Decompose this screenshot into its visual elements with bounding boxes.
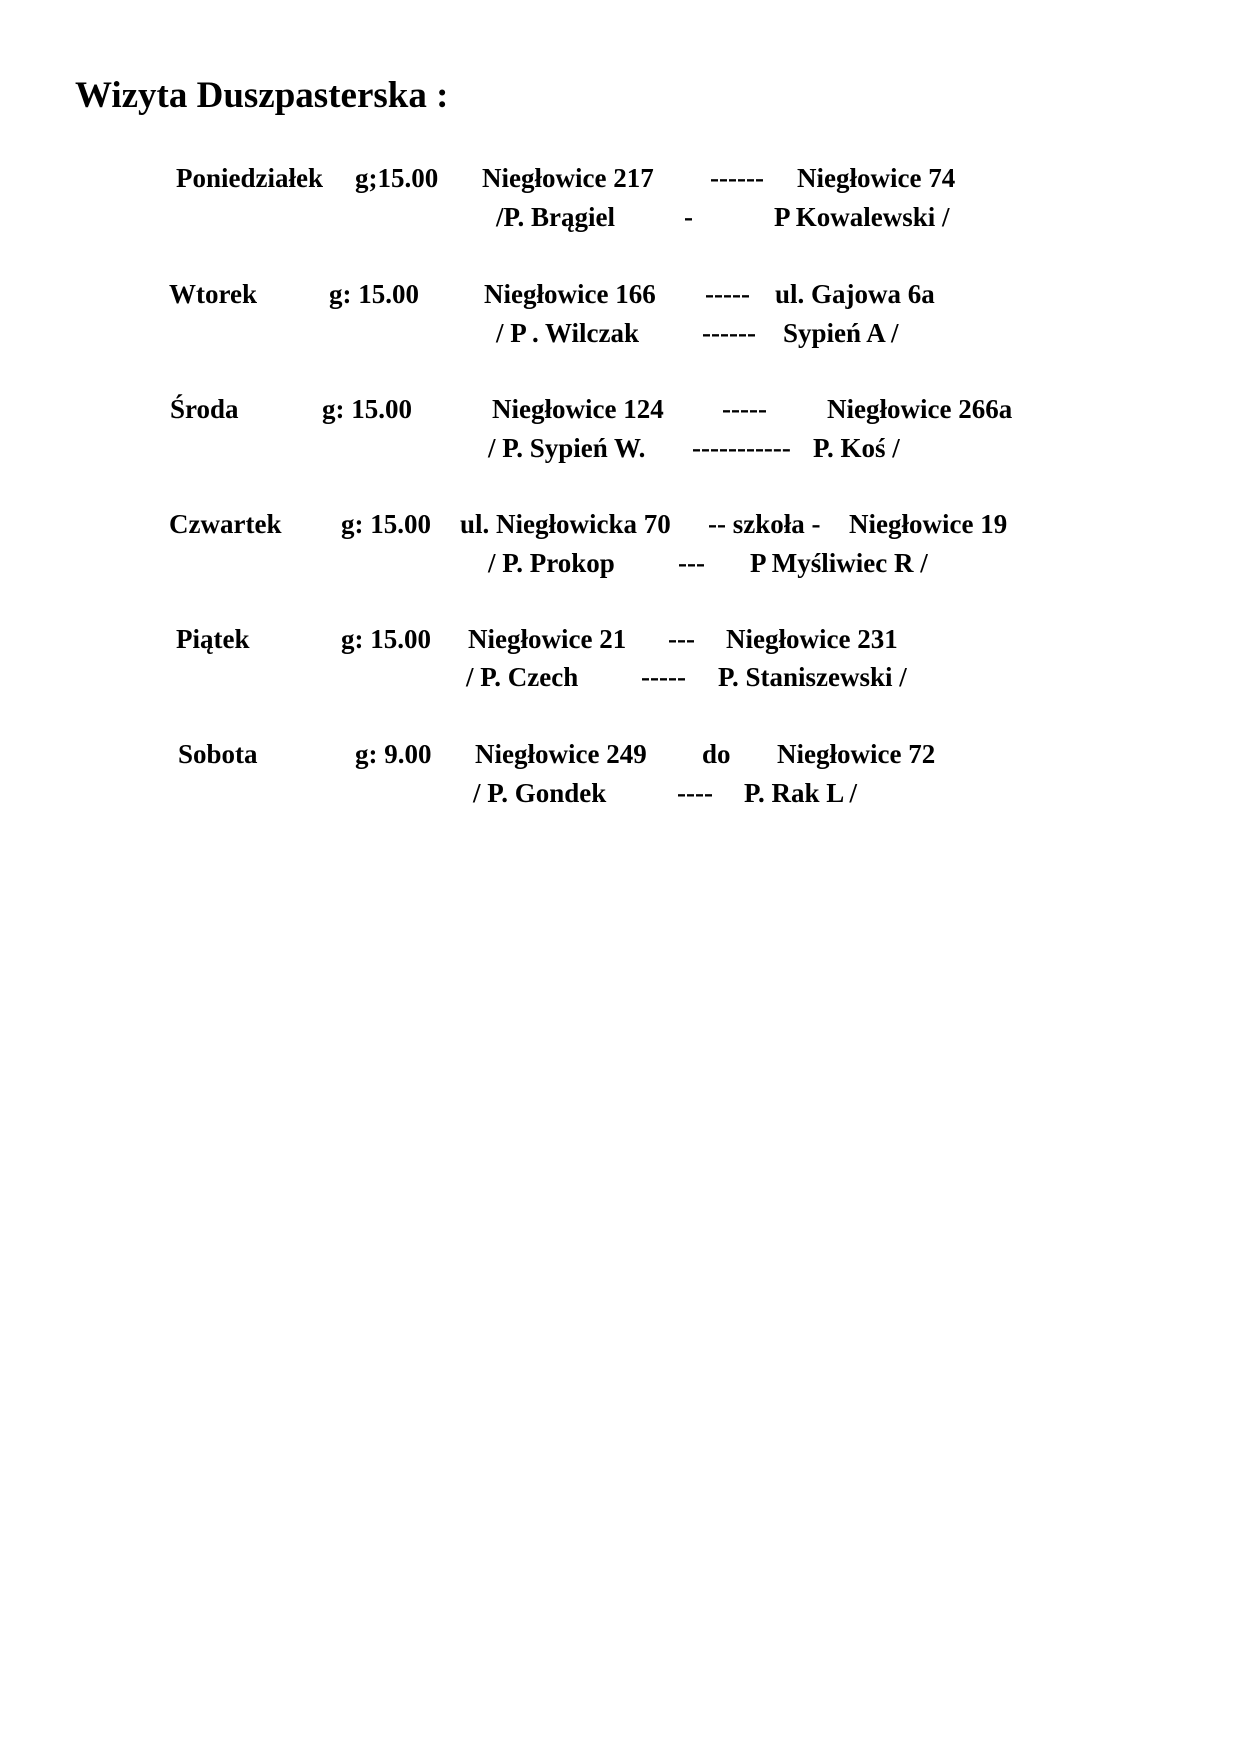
address-from: Niegłowice 124 [492,394,664,424]
address-from: Niegłowice 217 [482,163,654,193]
range-separator: ----- [705,279,750,309]
page-title: Wizyta Duszpasterska : [75,75,449,116]
name-separator: - [684,202,693,232]
address-from: Niegłowice 249 [475,739,647,769]
name-end: P Kowalewski / [774,202,950,232]
address-to: Niegłowice 266a [827,394,1013,424]
name-start: / P. Sypień W. [488,433,646,463]
address-from: ul. Niegłowicka 70 [460,509,671,539]
address-to: Niegłowice 19 [849,509,1008,539]
range-separator: ------ [710,163,764,193]
visit-time: g: 15.00 [329,279,419,309]
day-label: Wtorek [169,279,257,309]
name-start: /P. Brągiel [496,202,615,232]
name-separator: ---- [677,778,713,808]
day-label: Czwartek [169,509,282,539]
name-separator: ------ [702,318,756,348]
address-from: Niegłowice 166 [484,279,656,309]
visit-time: g: 15.00 [322,394,412,424]
name-start: / P. Czech [466,662,579,692]
range-separator: do [702,739,731,769]
address-to: Niegłowice 74 [797,163,956,193]
day-label: Poniedziałek [176,163,323,193]
name-start: / P . Wilczak [496,318,640,348]
name-start: / P. Gondek [473,778,607,808]
address-to: Niegłowice 231 [726,624,898,654]
visit-time: g: 9.00 [355,739,432,769]
name-separator: --- [678,548,705,578]
day-label: Środa [170,394,239,424]
name-end: P Myśliwiec R / [750,548,928,578]
address-from: Niegłowice 21 [468,624,627,654]
name-end: P. Staniszewski / [718,662,907,692]
day-label: Piątek [176,624,250,654]
range-separator: ----- [722,394,767,424]
address-to: ul. Gajowa 6a [775,279,935,309]
name-start: / P. Prokop [488,548,615,578]
name-end: P. Rak L / [744,778,858,808]
range-separator: --- [668,624,695,654]
name-end: Sypień A / [783,318,899,348]
name-separator: ----------- [692,433,791,463]
address-to: Niegłowice 72 [777,739,936,769]
visit-time: g;15.00 [355,163,439,193]
name-separator: ----- [641,662,686,692]
name-end: P. Koś / [813,433,900,463]
range-separator: -- szkoła - [708,509,821,539]
day-label: Sobota [178,739,258,769]
visit-time: g: 15.00 [341,624,431,654]
visit-time: g: 15.00 [341,509,431,539]
